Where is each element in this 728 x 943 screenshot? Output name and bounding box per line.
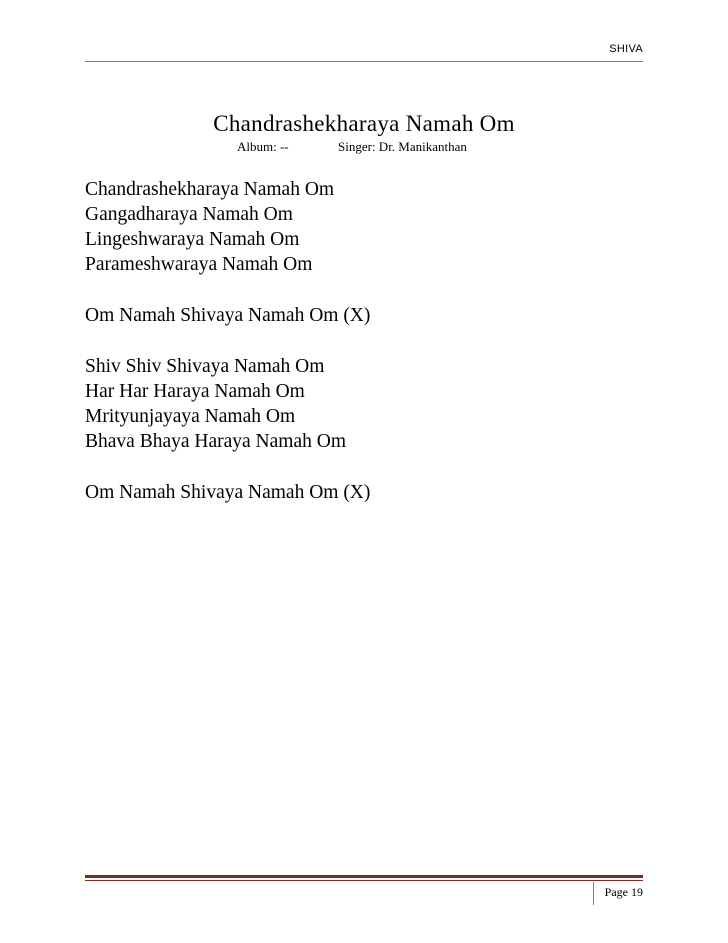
lyric-line: Om Namah Shivaya Namah Om (X)	[85, 305, 371, 326]
lyric-line: Shiv Shiv Shivaya Namah Om	[85, 356, 325, 377]
header-rule	[85, 61, 643, 62]
singer-label: Singer: Dr. Manikanthan	[338, 139, 467, 154]
lyric-line: Lingeshwaraya Namah Om	[85, 229, 300, 250]
lyric-line: Chandrashekharaya Namah Om	[85, 179, 335, 200]
lyrics	[85, 177, 645, 531]
stanza-2	[85, 303, 645, 328]
footer-rule-thin	[85, 880, 643, 881]
lyric-line: Parameshwaraya Namah Om	[85, 254, 313, 275]
footer-rule-thick	[85, 875, 643, 878]
album-label: Album: --	[237, 139, 289, 154]
song-title: Chandrashekharaya Namah Om	[213, 111, 515, 136]
page-number: Page 19	[604, 885, 643, 899]
header-label: SHIVA	[609, 43, 643, 55]
stanza-3	[85, 354, 645, 454]
stanza-4	[85, 480, 645, 505]
song-meta	[237, 139, 467, 155]
lyric-line: Om Namah Shivaya Namah Om (X)	[85, 482, 371, 503]
lyric-line: Har Har Haraya Namah Om	[85, 381, 305, 402]
stanza-1	[85, 177, 645, 277]
lyric-line: Gangadharaya Namah Om	[85, 204, 293, 225]
lyric-line: Bhava Bhaya Haraya Namah Om	[85, 431, 346, 452]
lyric-line: Mrityunjayaya Namah Om	[85, 406, 296, 427]
